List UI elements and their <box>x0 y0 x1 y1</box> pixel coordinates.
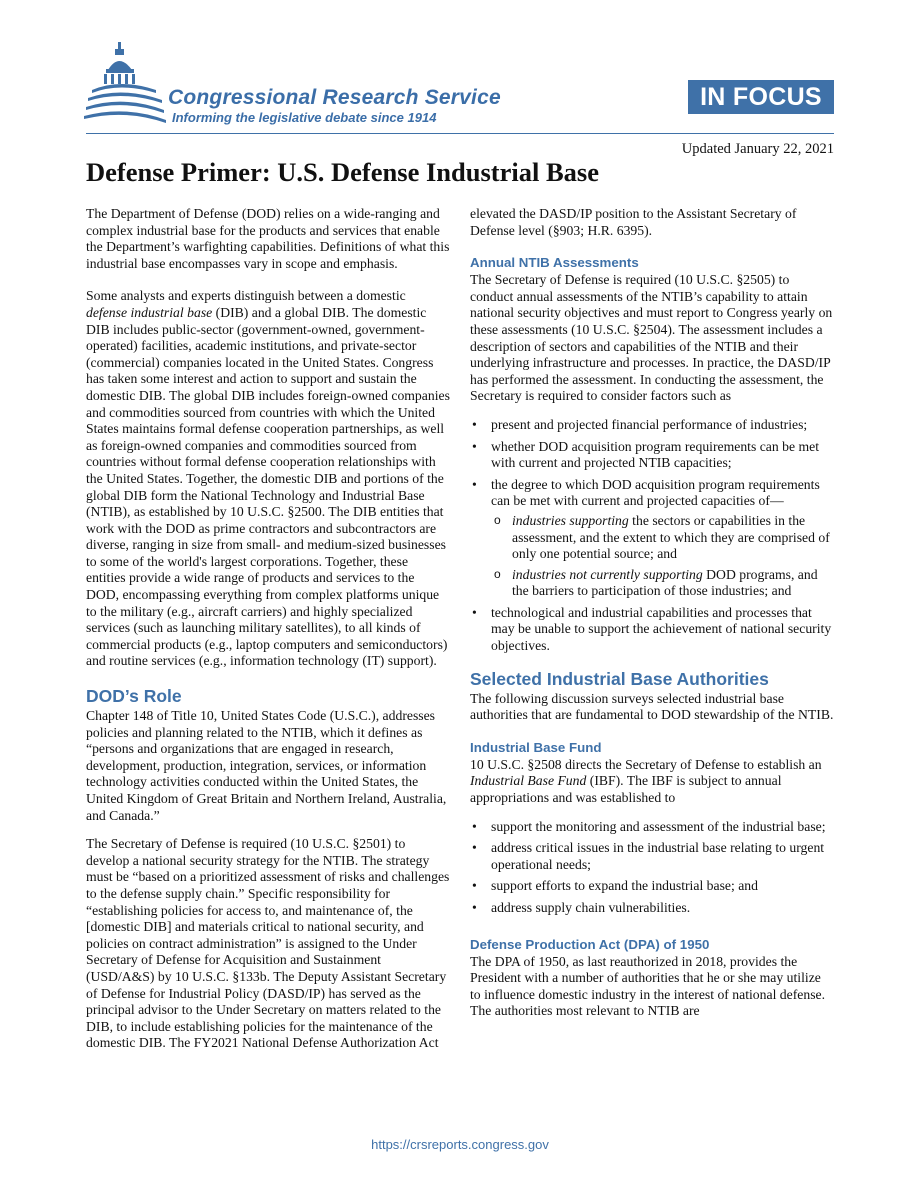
section-heading-ntib-assessments: Annual NTIB Assessments <box>470 255 639 271</box>
header-divider <box>86 133 834 134</box>
list-item: • support efforts to expand the industrial base; and <box>470 878 834 895</box>
dpa-paragraph: The DPA of 1950, as last reauthorized in 2018, provides the President with a number of authorities that he or she may utilize to influence domestic industry in the interest of national defense. The authorities most relevant to NTIB are <box>470 953 826 1019</box>
list-item: • technological and industrial capabilities and processes that may be unable to support the achievement of national security objectives. <box>470 605 834 655</box>
dib-text-rest: (DIB) and a global DIB. The domestic DIB includes public-sector (government-owned, government-operated) facilities, academic institutions, and private-sector (commercial) companies located in the United States. Congress has taken some interest and action to support and sustain the domestic DIB. The global DIB includes foreign-owned companies and commodities sourced from countries with which the United States maintains formal defense cooperation partnerships, as well as foreign-owned companies and commodities sourced from countries without formal defense cooperation relationships with the United States. Together, the domestic DIB and portions of the global DIB form the National Technology and Industrial Base (NTIB), as established by 10 U.S.C. §2500. The DIB entities that work with the DOD as prime contractors and subcontractors are diverse, ranging in size from small- and medium-sized businesses to some of the world's largest corporations. Together, these entities provide a wide range of products and services to the DOD, encompassing everything from complex platforms unique to the military (e.g., aircraft carriers) and highly specialized services (such as launching military satellites), to all kinds of commercial products (e.g., laptop computers and semiconductors) and routine services (e.g., information technology (IT) support). <box>86 304 450 669</box>
ntib-factor-list <box>470 417 834 655</box>
org-name: Congressional Research Service <box>168 86 501 109</box>
intro-paragraph: The Department of Defense (DOD) relies on a wide-ranging and complex industrial base for the products and services that enable the Department’s warfighting capabilities. Definitions of what this industrial base encompasses vary in scope and emphasis. <box>86 206 450 271</box>
list-item: • support the monitoring and assessment of the industrial base; <box>470 819 834 836</box>
right-column <box>470 206 834 1036</box>
sub-list <box>491 513 834 600</box>
in-focus-badge: IN FOCUS <box>688 80 834 114</box>
sub-item-text: DOD programs, and the barriers to participation of those industries; and <box>512 566 818 599</box>
section-heading-dpa: Defense Production Act (DPA) of 1950 <box>470 936 710 952</box>
section-heading-authorities: Selected Industrial Base Authorities <box>470 668 769 689</box>
sub-item-term: industries supporting <box>512 512 629 528</box>
updated-date: Updated January 22, 2021 <box>681 141 834 157</box>
footer-url-link[interactable]: https://crsreports.congress.gov <box>371 1137 549 1152</box>
list-item-text: the degree to which DOD acquisition program requirements can be met with current and projected capacities of— <box>491 476 820 509</box>
list-item: • address supply chain vulnerabilities. <box>470 900 834 917</box>
dib-term: defense industrial base <box>86 304 213 320</box>
list-item: • whether DOD acquisition program requirements can be met with current and projected NTIB capacities; <box>470 439 834 472</box>
list-item: • address critical issues in the industrial base relating to urgent operational needs; <box>470 840 834 873</box>
role-paragraph-2: The Secretary of Defense is required (10 U.S.C. §2501) to develop a national security strategy for the NTIB. The strategy must be “based on a prioritized assessment of risks and challenges to the defense supply chain.” Specific responsibility for “establishing policies for access to, and maintenance of, the [domestic DIB] and materials critical to national security, and policies on contract administration” is assigned to the Under Secretary of Defense for Acquisition and Sustainment (USD/A&S) by 10 U.S.C. §133b. The Deputy Assistant Secretary of Defense for Industrial Policy (DASD/IP) has served as the principal advisor to the Under Secretary on matters related to the DIB, to include establishing policies for the maintenance of the domestic DIB. The FY2021 National Defense Authorization Act <box>86 836 450 1051</box>
section-heading-industrial-base-fund: Industrial Base Fund <box>470 739 602 755</box>
authorities-paragraph: The following discussion surveys selected industrial base authorities that are fundamental to DOD stewardship of the NTIB. <box>470 690 834 723</box>
org-tagline: Informing the legislative debate since 1914 <box>172 110 437 125</box>
ibf-purpose-list <box>470 819 834 917</box>
ibf-text-rest: (IBF). The IBF is subject to annual appropriations and was established to <box>470 773 782 806</box>
list-item: • present and projected financial performance of industries; <box>470 417 834 434</box>
ibf-paragraph <box>470 757 834 807</box>
left-column <box>86 206 450 1068</box>
sub-item-text: the sectors or capabilities in the assessment, and the extent to which they are comprised of only one potential source; and <box>512 512 830 562</box>
sub-item-term: industries not currently supporting <box>512 566 703 582</box>
dib-text-start: Some analysts and experts distinguish between a domestic <box>86 288 406 304</box>
section-heading-dod-role: DOD’s Role <box>86 686 182 707</box>
page-title: Defense Primer: U.S. Defense Industrial Base <box>86 157 599 187</box>
ibf-text-start: 10 U.S.C. §2508 directs the Secretary of Defense to establish an <box>470 756 822 772</box>
ibf-term: Industrial Base Fund <box>470 773 587 789</box>
sub-list-item <box>491 513 834 563</box>
dib-paragraph <box>86 288 450 670</box>
continued-paragraph: elevated the DASD/IP position to the Assistant Secretary of Defense level (§903; H.R. 6395). <box>470 206 797 238</box>
role-paragraph-1: Chapter 148 of Title 10, United States Code (U.S.C.), addresses policies and planning related to the NTIB, which it defines as “persons and organizations that are engaged in research, development, production, integration, services, or information technology activities conducted within the United States, the United Kingdom of Great Britain and Northern Ireland, Australia, and Canada.” <box>86 708 447 823</box>
ntib-paragraph: The Secretary of Defense is required (10 U.S.C. §2505) to conduct annual assessments of the NTIB’s capability to attain national security objectives and must report to Congress yearly on these assessments (10 U.S.C. §2504). The assessment includes a description of sectors and capabilities of the NTIB and their underlying infrastructure and processes. In practice, the DASD/IP has performed the assessment. In conducting the assessment, the Secretary is required to consider factors such as <box>470 272 833 404</box>
sub-list-item <box>491 567 834 600</box>
list-item <box>470 477 834 600</box>
